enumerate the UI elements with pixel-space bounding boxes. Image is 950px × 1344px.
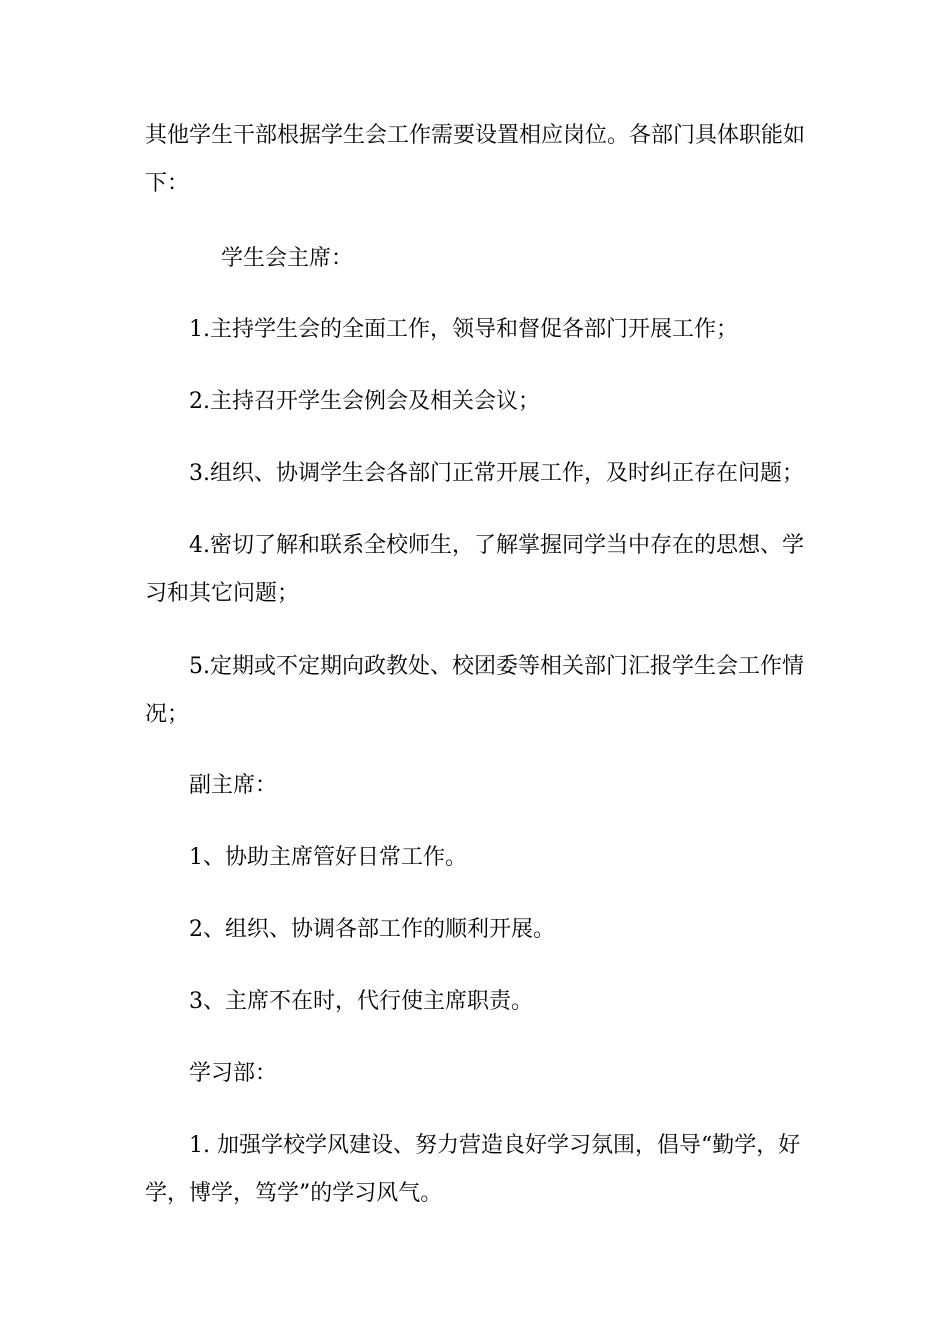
vice-chairman-item-3: 3、主席不在时，代行使主席职责。 (189, 989, 533, 1014)
vice-chairman-item-1: 1、协助主席管好日常工作。 (189, 845, 467, 870)
chairman-item-3: 3.组织、协调学生会各部门正常开展工作，及时纠正存在问题； (189, 461, 804, 486)
chairman-item-2: 2.主持召开学生会例会及相关会议； (189, 389, 540, 414)
section-heading-vice-chairman: 副主席： (189, 773, 278, 798)
study-dept-item-1: 1. 加强学校学风建设、努力营造良好学习氛围，倡导“勤学，好学，博学，笃学”的学习风气。 (145, 1133, 801, 1206)
intro-paragraph: 其他学生干部根据学生会工作需要设置相应岗位。各部门具体职能如下： (145, 123, 806, 196)
chairman-item-1: 1.主持学生会的全面工作，领导和督促各部门开展工作； (189, 317, 738, 342)
section-heading-chairman: 学生会主席： (221, 246, 354, 271)
vice-chairman-item-2: 2、组织、协调各部工作的顺利开展。 (189, 917, 555, 942)
section-heading-study-dept: 学习部： (189, 1061, 278, 1086)
chairman-item-5: 5.定期或不定期向政教处、校团委等相关部门汇报学生会工作情况； (145, 654, 804, 727)
chairman-item-4: 4.密切了解和联系全校师生，了解掌握同学当中存在的思想、学习和其它问题； (145, 533, 804, 606)
